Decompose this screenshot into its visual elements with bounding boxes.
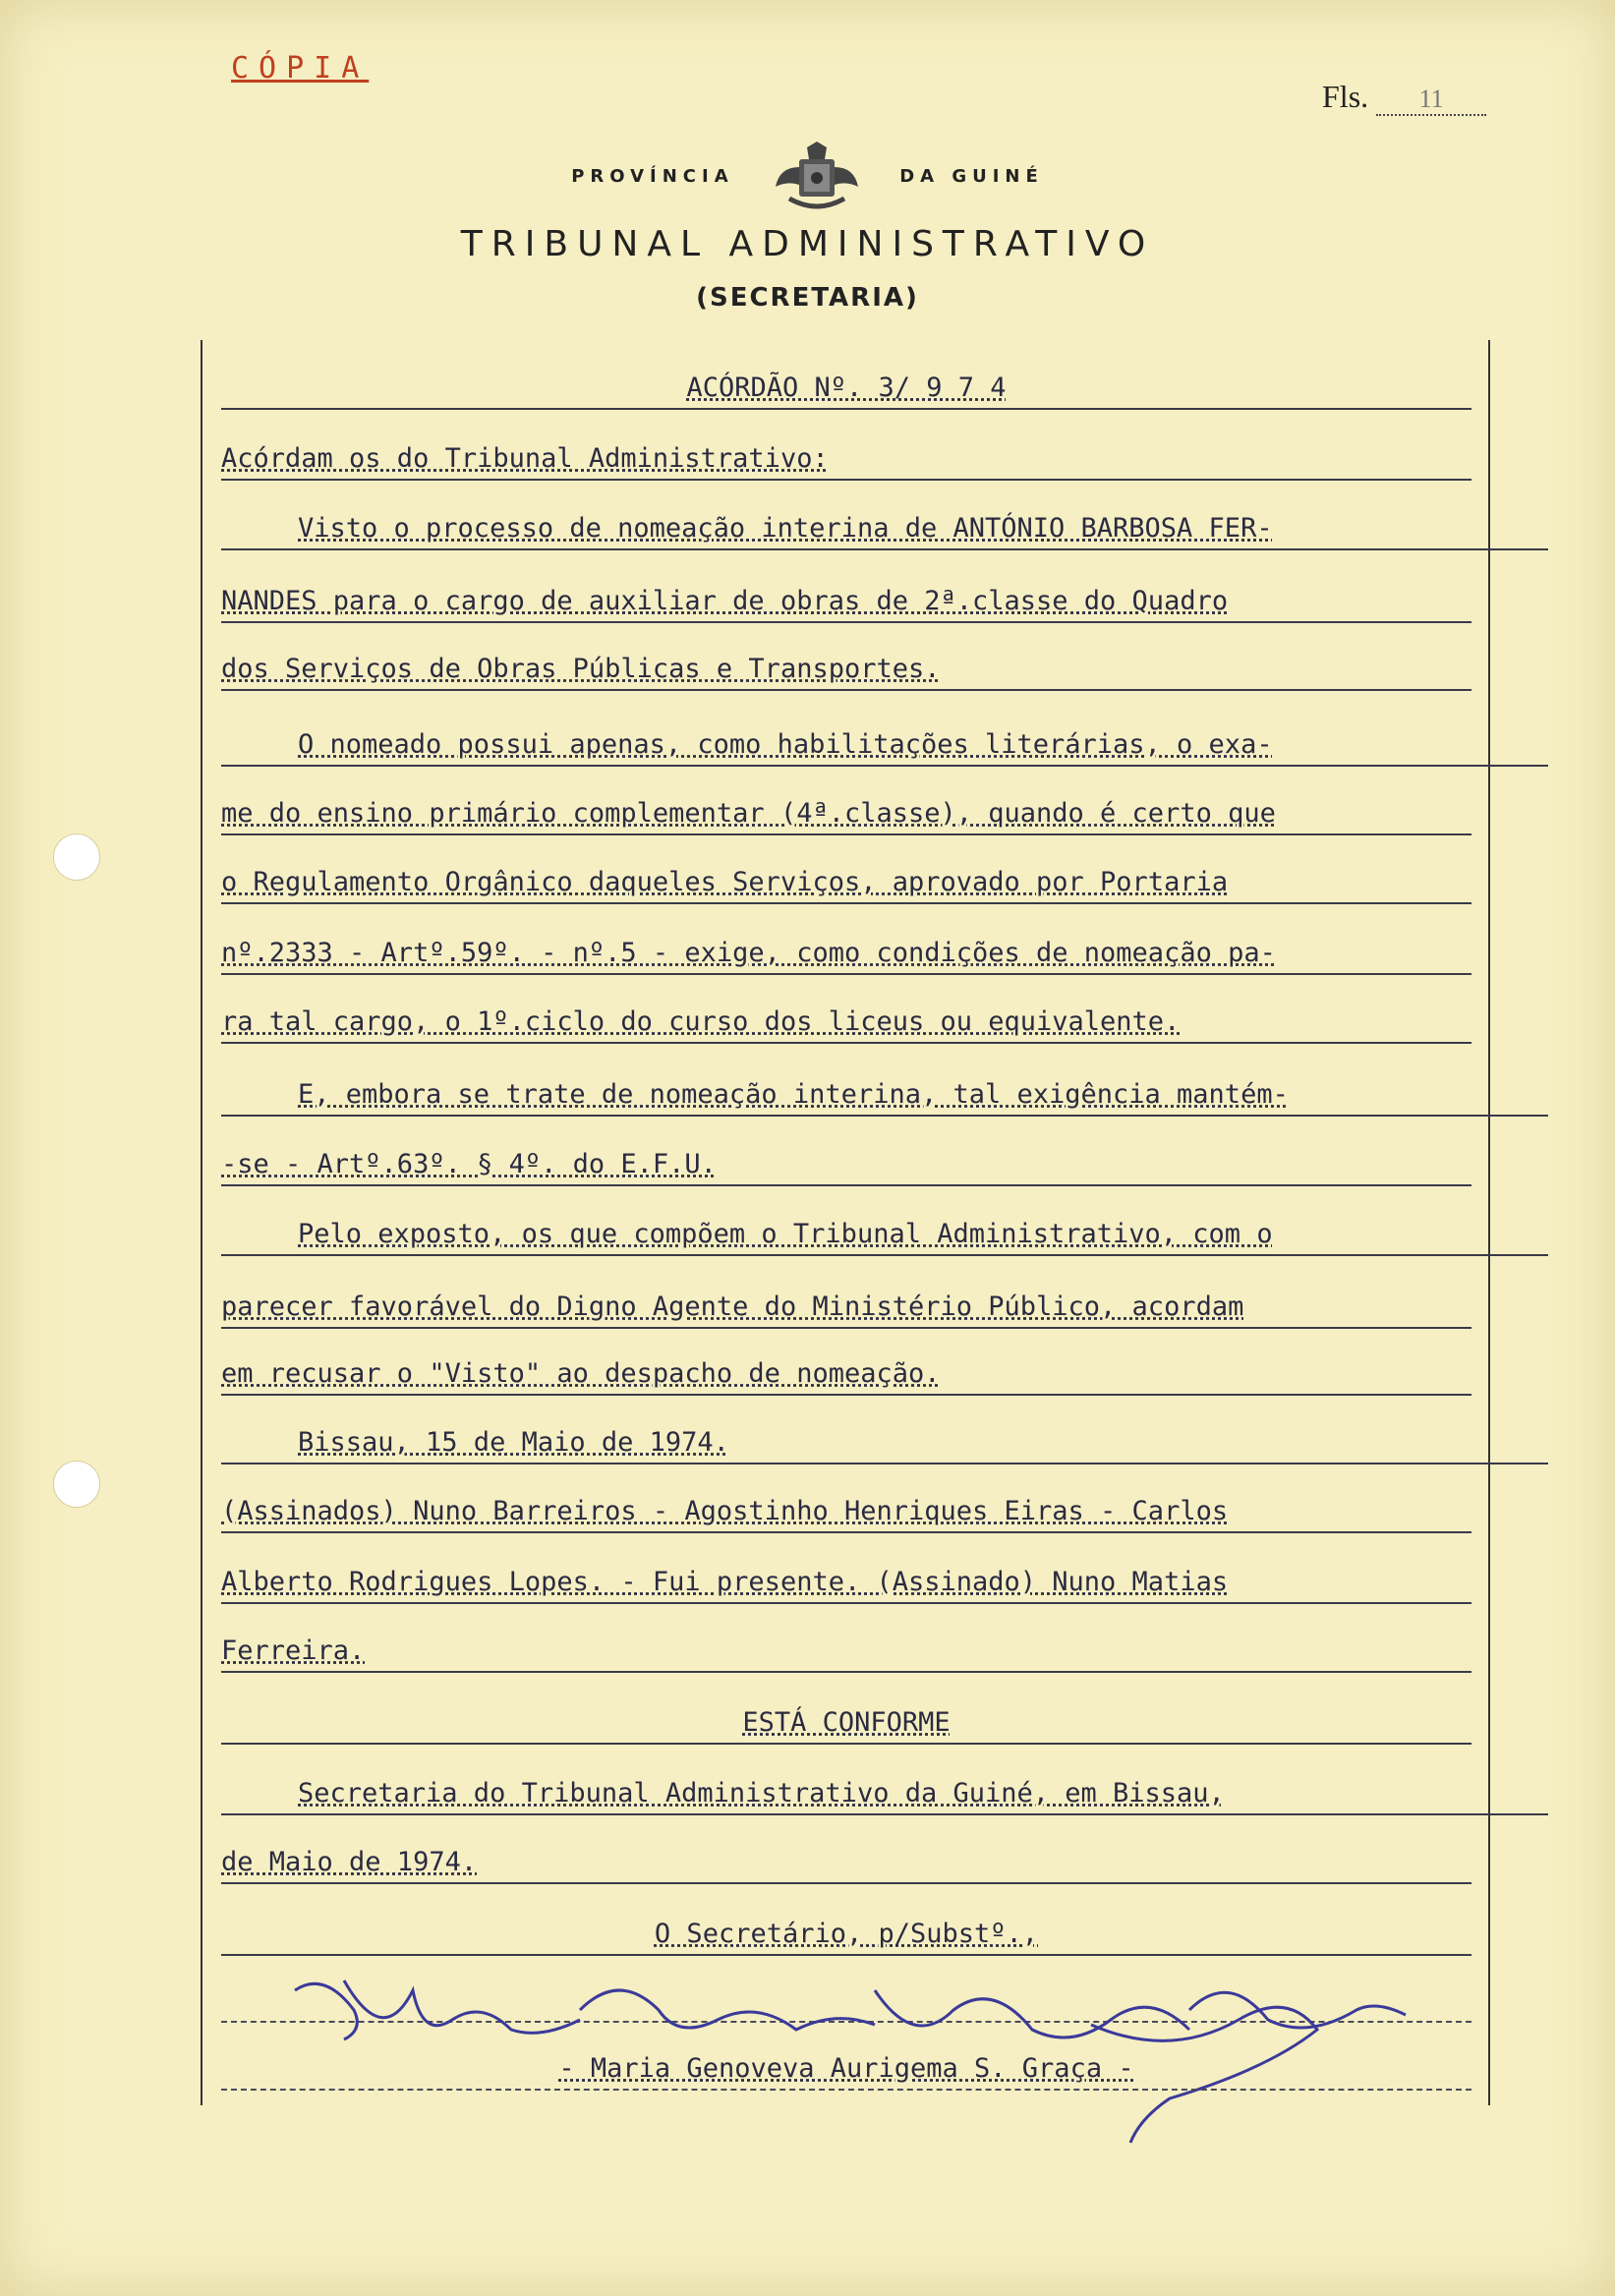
esta-conforme: ESTÁ CONFORME	[221, 1703, 1471, 1745]
doc-line: Bissau, 15 de Maio de 1974.	[221, 1423, 1548, 1464]
provincia-right: DA GUINÉ	[899, 165, 1044, 187]
doc-line: O nomeado possui apenas, como habilitações literárias, o exa-	[221, 725, 1548, 767]
doc-line: NANDES para o cargo de auxiliar de obras de 2ª.classe do Quadro	[221, 582, 1471, 623]
doc-line: Acórdam os do Tribunal Administrativo:	[221, 439, 1471, 481]
acordao-number: ACÓRDÃO Nº. 3/ 9 7 4	[221, 369, 1471, 410]
punch-hole-top	[53, 833, 100, 881]
provincia-left: PROVÍNCIA	[571, 165, 734, 187]
folio-number: 11	[1376, 85, 1486, 116]
signer-name: - Maria Genoveva Aurigema S. Graça -	[221, 2049, 1471, 2091]
folio-label	[1322, 79, 1486, 116]
tribunal-title: TRIBUNAL ADMINISTRATIVO	[460, 224, 1155, 264]
doc-line: o Regulamento Orgânico daqueles Serviços, aprovado por Portaria	[221, 863, 1471, 904]
secretario-line: O Secretário, p/Substº.,	[221, 1915, 1471, 1956]
doc-line: nº.2333 - Artº.59º. - nº.5 - exige, como condições de nomeação pa-	[221, 934, 1471, 975]
coat-of-arms-icon	[770, 138, 864, 214]
date-line: de Maio de 1974.	[221, 1843, 1471, 1884]
doc-line: ra tal cargo, o 1º.ciclo do curso dos liceus ou equivalente.	[221, 1003, 1471, 1044]
doc-line: parecer favorável do Digno Agente do Ministério Público, acordam	[221, 1288, 1471, 1329]
frame-left-rule	[201, 340, 202, 2105]
doc-line: Pelo exposto, os que compõem o Tribunal Administrativo, com o	[221, 1215, 1548, 1256]
doc-line: Alberto Rodrigues Lopes. - Fui presente. (Assinado) Nuno Matias	[221, 1563, 1471, 1604]
provincia-header	[0, 138, 1615, 214]
doc-line: Ferreira.	[221, 1632, 1471, 1673]
secretaria-line: Secretaria do Tribunal Administrativo da Guiné, em Bissau,	[221, 1774, 1548, 1815]
doc-line: (Assinados) Nuno Barreiros - Agostinho Henriques Eiras - Carlos	[221, 1492, 1471, 1533]
doc-line: dos Serviços de Obras Públicas e Transportes.	[221, 650, 1471, 691]
doc-line: Visto o processo de nomeação interina de ANTÓNIO BARBOSA FER-	[221, 509, 1548, 550]
folio-label-text: Fls.	[1322, 79, 1369, 114]
doc-line: me do ensino primário complementar (4ª.classe), quando é certo que	[221, 794, 1471, 835]
copia-stamp: CÓPIA	[231, 51, 370, 86]
doc-line: -se - Artº.63º. § 4º. do E.F.U.	[221, 1145, 1471, 1186]
doc-line: em recusar o "Visto" ao despacho de nomeação.	[221, 1354, 1471, 1396]
secretaria-subtitle: (SECRETARIA)	[696, 283, 919, 313]
doc-line: E, embora se trate de nomeação interina, tal exigência mantém-	[221, 1075, 1548, 1117]
punch-hole-bottom	[53, 1461, 100, 1508]
